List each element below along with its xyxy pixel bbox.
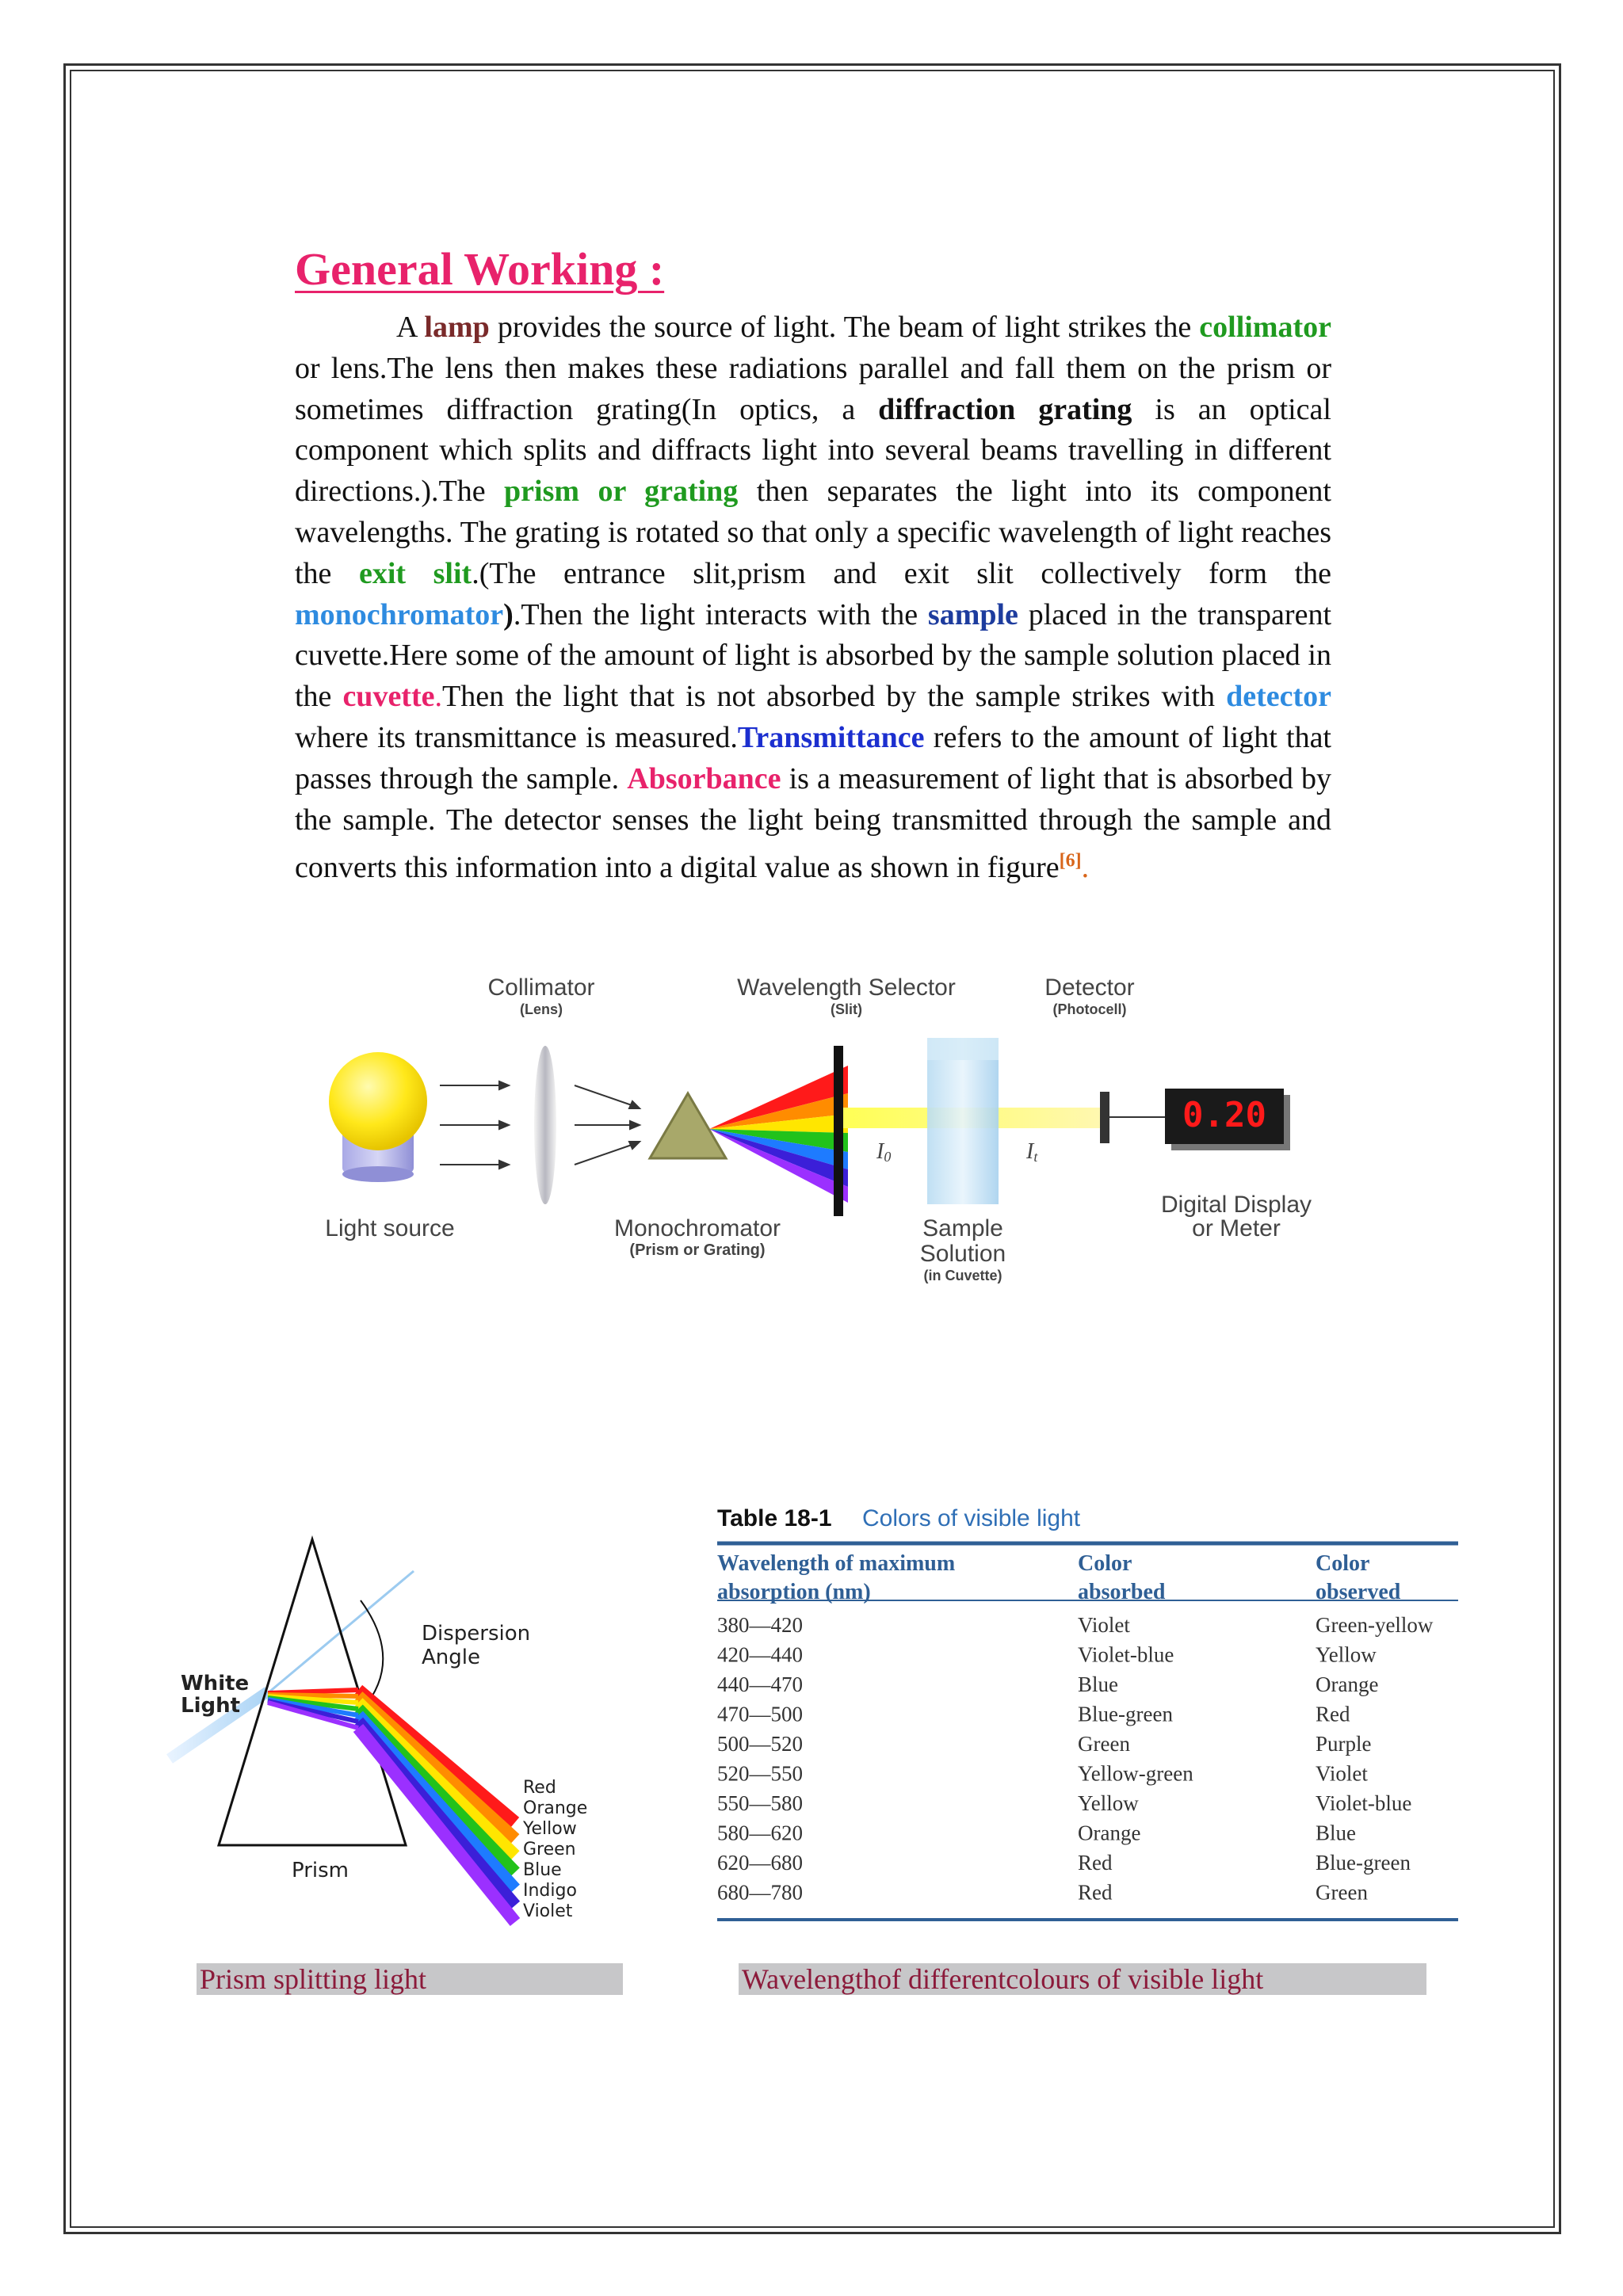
text-span: Then the light that is not absorbed by the sample strikes with <box>441 680 1227 714</box>
white-light-label-1: White <box>181 1672 250 1695</box>
table-header-cell: Color <box>1078 1551 1132 1576</box>
table-row <box>717 1762 1368 1786</box>
color-label-violet: Violet <box>523 1901 573 1921</box>
table-cell: 500—520 <box>717 1732 803 1756</box>
text-span: is a measurement of light that is absorbed by the sample. The detector senses the light being transmitted through the sample and converts this information into a digital value as shown in figure <box>295 761 1331 885</box>
text-span: or lens.The lens then makes these radiations parallel and fall them on the prism or sometimes diffraction grating(In optics, a <box>295 351 1331 426</box>
table-cell: Violet-blue <box>1316 1791 1412 1815</box>
table-row <box>717 1672 1378 1696</box>
sample-label-1: Sample <box>922 1215 1003 1241</box>
colors-table-figure <box>705 1497 1466 1941</box>
keyword-span: diffraction grating <box>878 392 1132 426</box>
keyword-span: ) <box>503 597 514 631</box>
table-row <box>717 1732 1372 1756</box>
display-reading: 0.20 <box>1182 1095 1266 1135</box>
keyword-span: Absorbance <box>627 761 781 795</box>
table-cell: Yellow <box>1078 1791 1139 1815</box>
color-label-indigo: Indigo <box>523 1881 577 1901</box>
table-row <box>717 1613 1434 1637</box>
selector-label: Wavelength Selector <box>737 974 956 1001</box>
table-row <box>717 1881 1368 1905</box>
prism-dispersion-figure <box>166 1525 626 1937</box>
sample-cuvette <box>927 1038 999 1204</box>
table-cell: 550—580 <box>717 1791 803 1815</box>
table-cell: Blue-green <box>1316 1851 1411 1875</box>
table-cell: 380—420 <box>717 1613 803 1637</box>
collimator-lens <box>534 1046 556 1204</box>
table-cell: Yellow <box>1316 1642 1377 1667</box>
table-caption: Wavelengthof differentcolours of visible light <box>739 1963 1426 1995</box>
table-cell: Violet <box>1078 1613 1130 1637</box>
light-source <box>329 1052 427 1182</box>
table-header-row <box>717 1551 1401 1604</box>
color-label-blue: Blue <box>523 1860 562 1880</box>
table-cell: 580—620 <box>717 1821 803 1845</box>
selector-sublabel: (Slit) <box>831 1001 862 1017</box>
monochromator-label: Monochromator <box>613 1215 781 1241</box>
collimator-sublabel: (Lens) <box>520 1001 563 1017</box>
intensity-i0: I0 <box>876 1139 892 1165</box>
table-header-cell: Color <box>1316 1551 1370 1576</box>
text-span: then separates the light into its component wavelengths. The grating is rotated so that only a specific wavelength of light reaches the <box>295 475 1331 590</box>
exit-slit <box>834 1046 843 1216</box>
table-cell: Green-yellow <box>1316 1613 1434 1637</box>
table-cell: Yellow-green <box>1078 1761 1193 1786</box>
color-label-red: Red <box>523 1778 556 1798</box>
table-cell: Orange <box>1078 1821 1141 1845</box>
white-light-label-2: Light <box>181 1694 241 1718</box>
table-label: Table 18-1 <box>717 1505 832 1531</box>
paragraph-content <box>295 311 1331 884</box>
prism-label: Prism <box>292 1859 349 1882</box>
table-body <box>717 1613 1434 1905</box>
table-cell: Purple <box>1316 1732 1372 1756</box>
text-span: A <box>396 311 425 344</box>
table-header-cell: observed <box>1316 1580 1401 1604</box>
keyword-span: [6] <box>1059 850 1082 871</box>
keyword-span: . <box>434 680 442 714</box>
text-span: provides the source of light. The beam of light strikes the <box>489 311 1200 344</box>
table-cell: Red <box>1078 1880 1113 1905</box>
text-span: is an optical component which splits and diffracts light into several beams travelling in different directions.).The <box>295 392 1331 509</box>
detector-label: Detector <box>1044 974 1135 1001</box>
dispersion-label-1: Dispersion <box>422 1622 531 1646</box>
section-heading: General Working : <box>295 243 665 295</box>
body-paragraph <box>295 307 1331 889</box>
input-arrows <box>440 1081 509 1169</box>
prism-caption: Prism splitting light <box>197 1963 623 1995</box>
table-row <box>717 1851 1411 1875</box>
converging-arrows <box>575 1085 640 1165</box>
display-label-2: or Meter <box>1192 1215 1281 1241</box>
table-cell: Red <box>1316 1702 1350 1726</box>
table-header-cell: absorbed <box>1078 1580 1166 1604</box>
table-cell: 440—470 <box>717 1672 803 1696</box>
table-cell: Blue <box>1078 1672 1118 1696</box>
keyword-span: . <box>1081 851 1090 885</box>
intensity-it: It <box>1026 1139 1038 1165</box>
keyword-span: collimator <box>1199 311 1331 344</box>
dispersion-label-2: Angle <box>422 1646 480 1669</box>
text-span: where its transmittance is measured. <box>295 720 738 754</box>
sample-sublabel: (in Cuvette) <box>923 1268 1002 1283</box>
table-cell: 470—500 <box>717 1702 803 1726</box>
color-label-yellow: Yellow <box>523 1819 577 1839</box>
table-title: Colors of visible light <box>862 1505 1081 1531</box>
keyword-span: exit slit <box>359 556 472 590</box>
table-cell: Red <box>1078 1851 1113 1875</box>
keyword-span: monochromator <box>295 597 504 631</box>
table-header-cell: absorption (nm) <box>717 1580 871 1604</box>
collimator-label: Collimator <box>487 974 595 1001</box>
keyword-span: lamp <box>424 311 490 344</box>
text-span: .Then the light interacts with the <box>513 597 928 631</box>
text-span: refers to the amount of light that passes through the sample. <box>295 720 1331 795</box>
table-row <box>717 1821 1356 1845</box>
digital-display <box>1165 1089 1290 1150</box>
light-source-label: Light source <box>325 1215 455 1241</box>
detector-sublabel: (Photocell) <box>1052 1001 1127 1017</box>
dispersed-rays <box>268 1688 515 1928</box>
text-span: placed in the transparent cuvette.Here some of the amount of light is absorbed by the sample solution placed in the <box>295 597 1331 714</box>
table-cell: 680—780 <box>717 1880 803 1905</box>
table-cell: Orange <box>1316 1672 1379 1696</box>
keyword-span: Transmittance <box>737 720 925 754</box>
table-cell: Blue-green <box>1078 1702 1173 1726</box>
table-row <box>717 1643 1377 1667</box>
detector-plate <box>1100 1092 1109 1143</box>
text-span: .(The entrance slit,prism and exit slit collectively form the <box>472 556 1331 590</box>
keyword-span: cuvette <box>342 680 435 714</box>
table-cell: 520—550 <box>717 1761 803 1786</box>
color-labels <box>522 1778 587 1921</box>
table-header-cell: Wavelength of maximum <box>717 1551 956 1576</box>
table-cell: 420—440 <box>717 1642 803 1667</box>
spectrum-fan <box>709 1066 848 1203</box>
monochromator-sublabel: (Prism or Grating) <box>629 1241 766 1259</box>
table-cell: Green <box>1316 1880 1368 1905</box>
keyword-span: detector <box>1226 680 1331 714</box>
table-row <box>717 1791 1411 1815</box>
keyword-span: prism or grating <box>504 475 739 509</box>
table-cell: Blue <box>1316 1821 1356 1845</box>
prism-shape <box>650 1093 726 1158</box>
table-cell: Green <box>1078 1732 1130 1756</box>
table-row <box>717 1703 1350 1726</box>
keyword-span: sample <box>927 597 1018 631</box>
spectrophotometer-diagram <box>301 951 1347 1307</box>
color-label-orange: Orange <box>523 1798 588 1818</box>
table-cell: 620—680 <box>717 1851 803 1875</box>
color-label-green: Green <box>523 1840 576 1859</box>
display-label-1: Digital Display <box>1160 1192 1312 1218</box>
table-cell: Violet-blue <box>1078 1642 1174 1667</box>
table-cell: Violet <box>1316 1761 1368 1786</box>
sample-label-2: Solution <box>919 1241 1006 1267</box>
